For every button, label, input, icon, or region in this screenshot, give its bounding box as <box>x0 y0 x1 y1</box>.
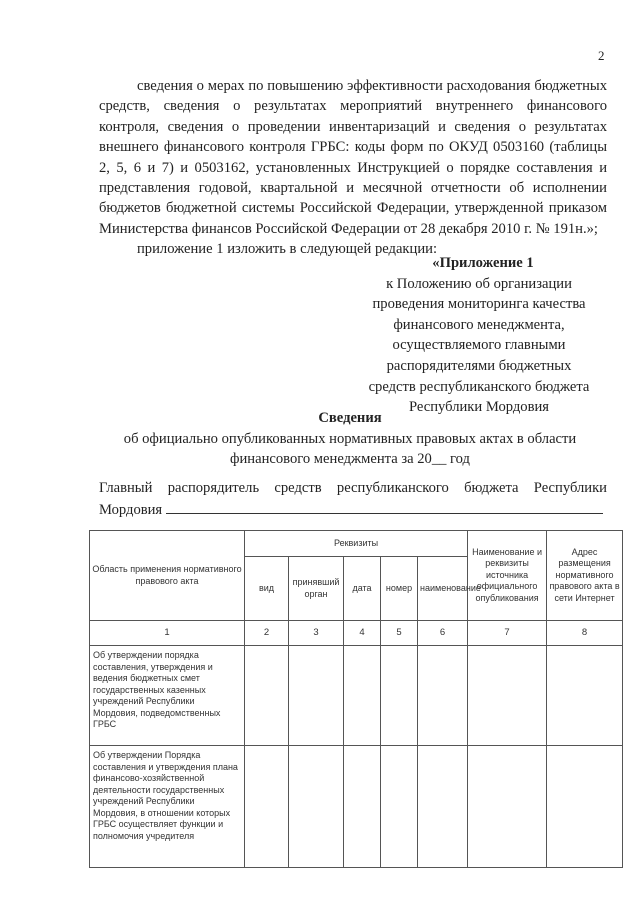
empty-cell <box>289 646 344 746</box>
header-body: принявший орган <box>289 557 344 621</box>
empty-cell <box>381 746 418 868</box>
column-number: 1 <box>90 621 245 646</box>
grbs-blank-field <box>166 499 603 514</box>
column-number: 7 <box>468 621 547 646</box>
header-requisites: Реквизиты <box>245 531 468 557</box>
document-heading <box>90 408 610 470</box>
appendix-line: средств республиканского бюджета <box>368 378 590 395</box>
column-number: 2 <box>245 621 289 646</box>
empty-cell <box>289 746 344 868</box>
empty-cell <box>418 746 468 868</box>
header-name: наименование <box>418 557 468 621</box>
table-row <box>90 746 623 868</box>
empty-cell <box>468 646 547 746</box>
row-area-cell: Об утверждении порядка составления, утверждения и ведения бюджетных смет государственных казенных учреждений Республики Мордовия, подведомственных ГРБС <box>90 646 245 746</box>
row-area-cell: Об утверждении Порядка составления и утверждения плана финансово-хозяйственной деятельности государственных учреждений Республики Мордовия, в отношении которых ГРБС осуществляет функции и полномочия учредителя <box>90 746 245 868</box>
paragraph-measures: сведения о мерах по повышению эффективности расходования бюджетных средств, сведения о результатах мероприятий внутреннего финансового контроля, сведения о проведении инвентаризаций и сведения о результатах внешнего финансового контроля ГРБС: коды форм по ОКУД 0503160 (таблицы 2, 5, 6 и 7) и 0503162, установленных Инструкцией о порядке составления и представления годовой, квартальной и месячной отчетности об исполнении бюджетов бюджетной системы Российской Федерации, утвержденной приказом Министерства финансов Российской Федерации от 28 декабря 2010 г. № 191н.»; <box>99 78 607 237</box>
header-date: дата <box>344 557 381 621</box>
empty-cell <box>381 646 418 746</box>
grbs-label: Главный распорядитель средств республиканского бюджета Республики Мордовия <box>99 480 607 518</box>
column-number: 3 <box>289 621 344 646</box>
column-number: 4 <box>344 621 381 646</box>
empty-cell <box>344 746 381 868</box>
appendix-line: Республики Мордовия <box>408 399 549 416</box>
table-row <box>90 646 623 746</box>
column-number: 8 <box>547 621 623 646</box>
appendix-line: проведения мониторинга качества <box>372 296 586 313</box>
empty-cell <box>468 746 547 868</box>
header-source: Наименование и реквизиты источника официального опубликования <box>468 531 547 621</box>
appendix-line: осуществляемого главными <box>392 337 566 354</box>
empty-cell <box>245 746 289 868</box>
column-number: 6 <box>418 621 468 646</box>
grbs-line <box>99 478 607 520</box>
heading-subtitle: об официально опубликованных нормативных правовых актах в области <box>123 430 577 447</box>
body-text <box>99 76 607 260</box>
empty-cell <box>418 646 468 746</box>
header-address: Адрес размещения нормативного правового акта в сети Интернет <box>547 531 623 621</box>
heading-title: Сведения <box>318 410 382 426</box>
header-number: номер <box>381 557 418 621</box>
heading-subtitle: финансового менеджмента за 20__ год <box>230 451 470 467</box>
appendix-block <box>345 253 613 418</box>
header-type: вид <box>245 557 289 621</box>
appendix-title: «Приложение 1 <box>432 255 534 271</box>
header-area: Область применения нормативного правового акта <box>90 531 245 621</box>
page-number: 2 <box>598 48 605 63</box>
column-number: 5 <box>381 621 418 646</box>
appendix-line: к Положению об организации <box>386 275 572 292</box>
empty-cell <box>344 646 381 746</box>
empty-cell <box>245 646 289 746</box>
empty-cell <box>547 646 623 746</box>
acts-table <box>89 530 623 868</box>
appendix-line: финансового менеджмента, <box>393 316 565 333</box>
paragraph-appendix-intro: приложение 1 изложить в следующей редакции: <box>137 241 437 258</box>
appendix-line: распорядителями бюджетных <box>386 357 572 374</box>
empty-cell <box>547 746 623 868</box>
